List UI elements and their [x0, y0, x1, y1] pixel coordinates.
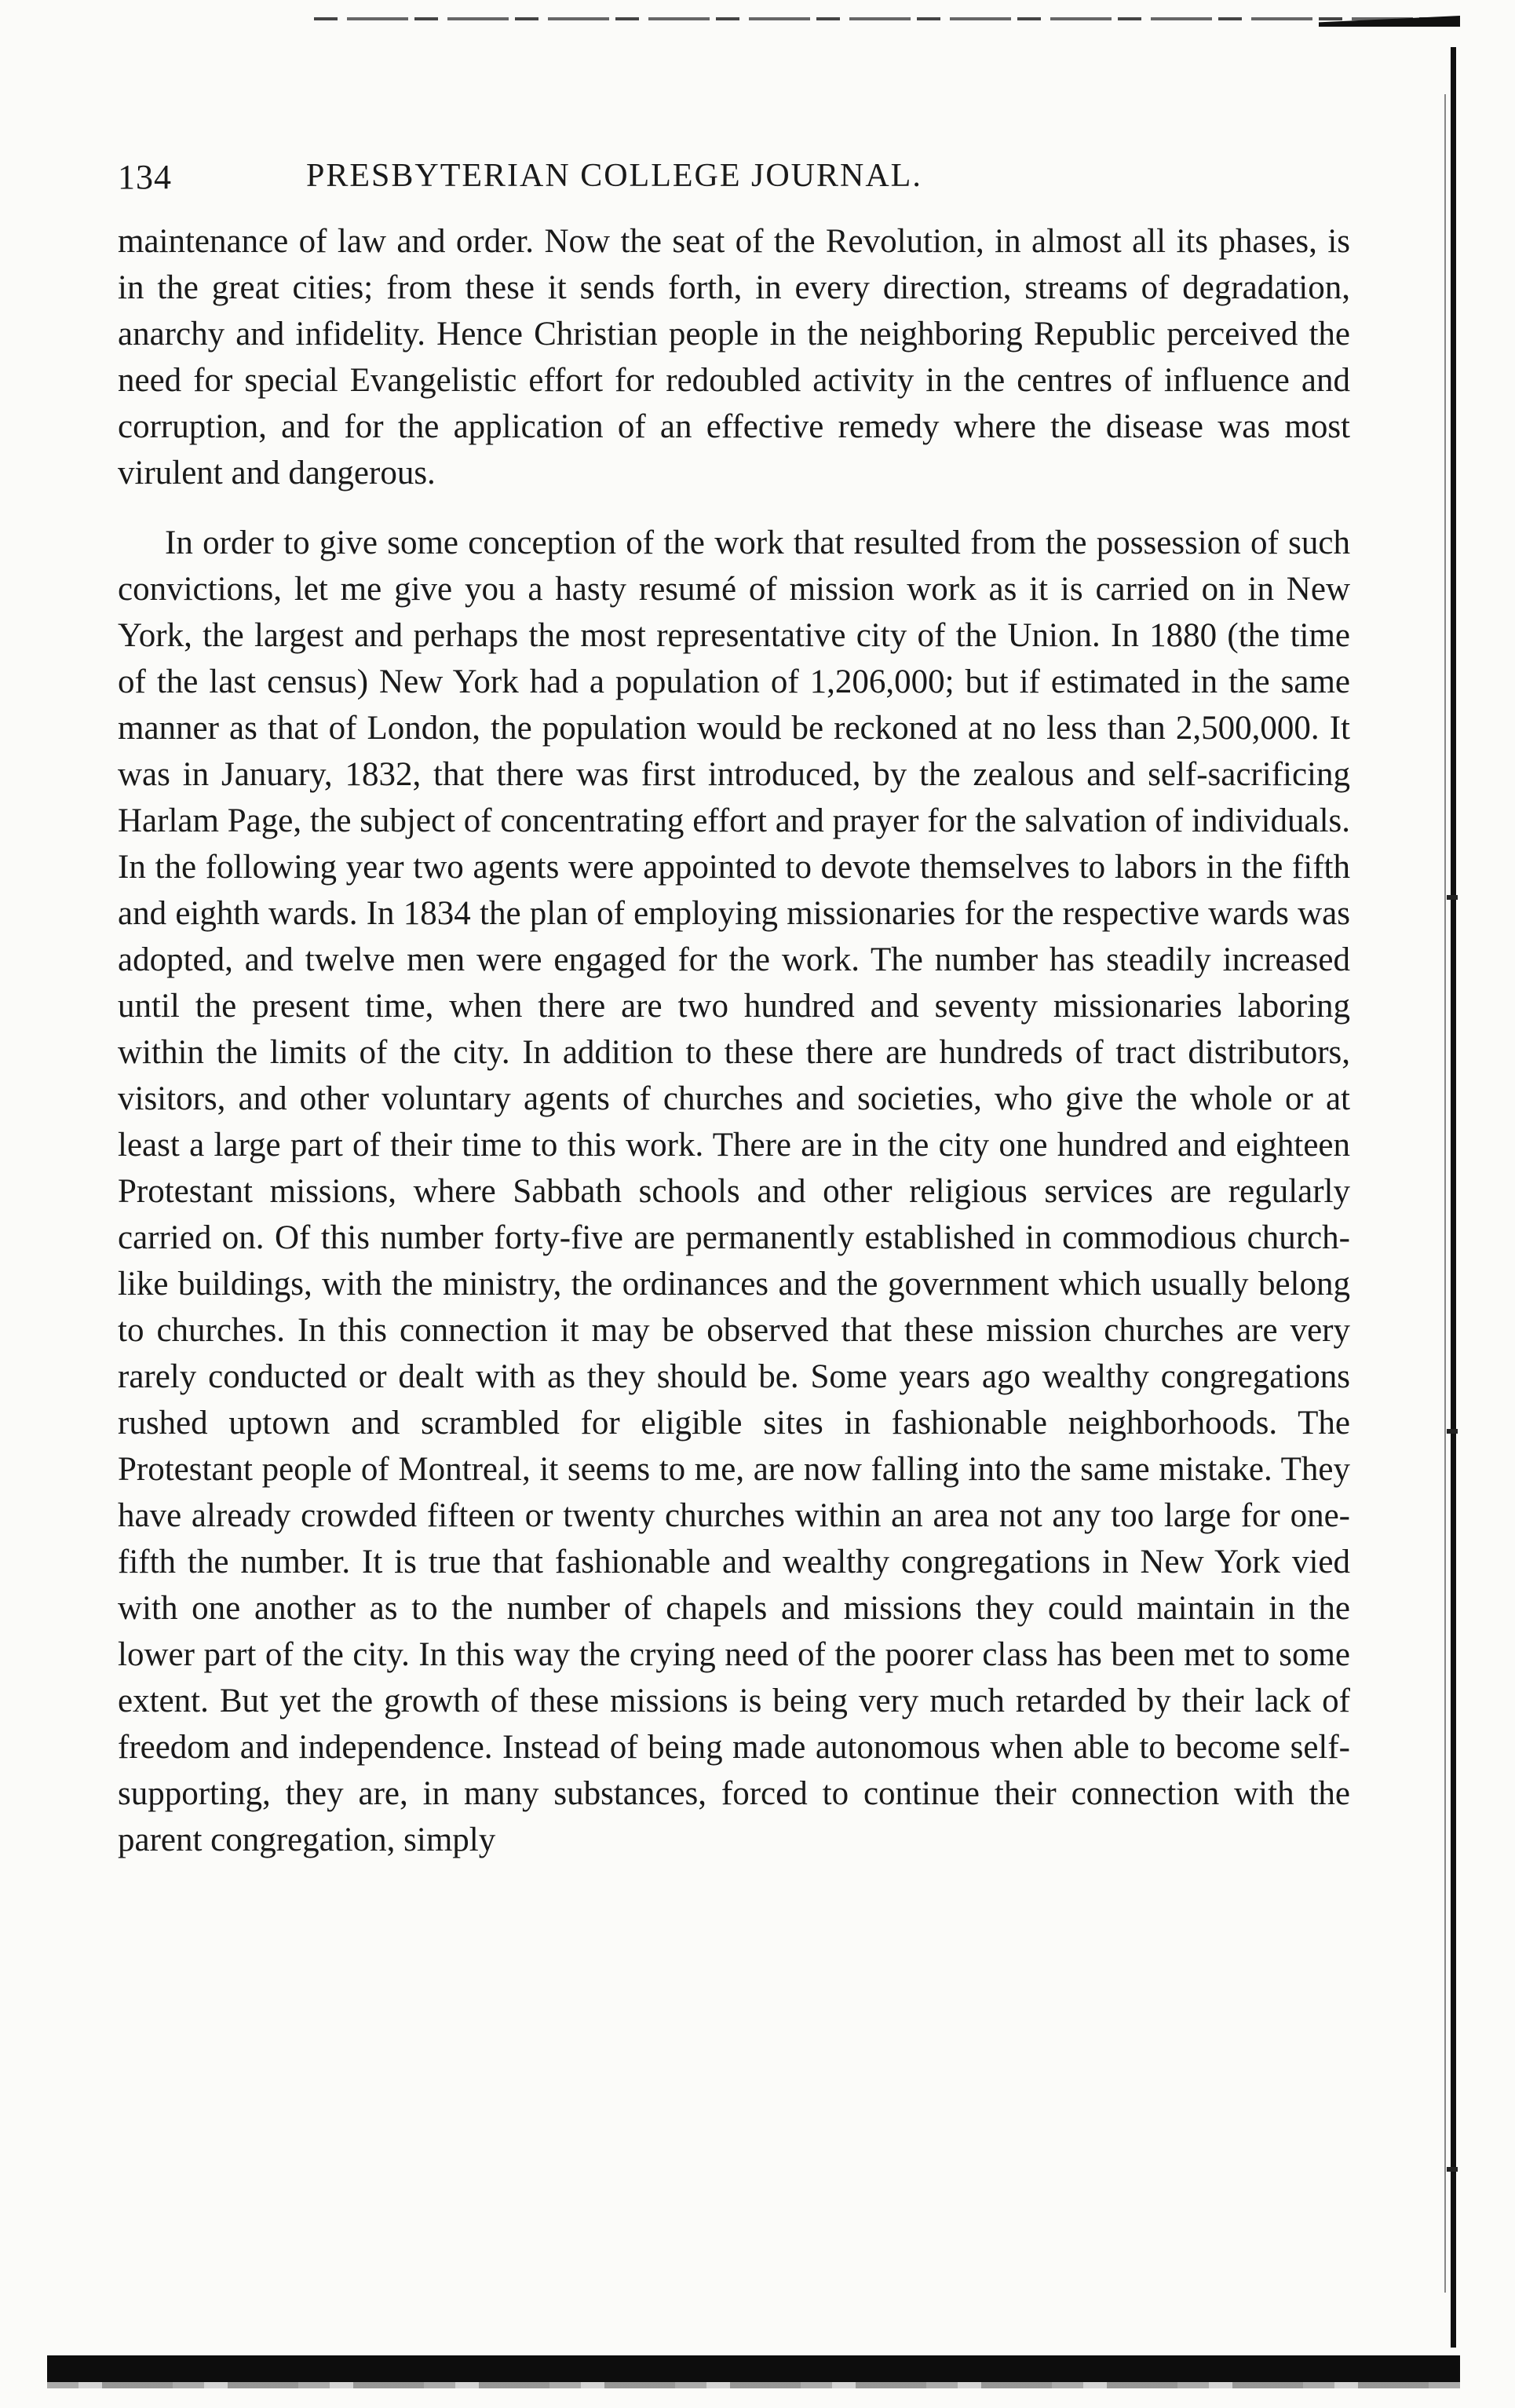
right-page-edge [1451, 47, 1456, 2348]
page-header [118, 157, 1397, 204]
right-page-edge-shadow [1444, 94, 1446, 2293]
bottom-border-texture [47, 2382, 1460, 2388]
page-number: 134 [118, 158, 172, 196]
edge-notch [1447, 1429, 1458, 1434]
body-text [118, 218, 1350, 1863]
running-title: PRESBYTERIAN COLLEGE JOURNAL. [306, 158, 922, 194]
bottom-border-rule [47, 2355, 1460, 2382]
top-border-rule [314, 17, 1452, 20]
paragraph: maintenance of law and order. Now the seat of the Revolution, in almost all its phases, is in the great cities; from these it sends forth, in every direction, streams of degradation, anarchy and infidelity. Hence Christian people in the neighboring Republic perceived the need for special Evangelistic effort for redoubled activity in the centres of influence and corruption, and for the application of an effective remedy where the disease was most virulent and dangerous. [118, 223, 1350, 491]
edge-notch [1447, 2167, 1458, 2172]
edge-notch [1447, 895, 1458, 900]
paragraph: In order to give some conception of the work that resulted from the possession of such convictions, let me give you a hasty resumé of mission work as it is carried on in New York, the largest and perhaps the most representative city of the Union. In 1880 (the time of the last census) New York had a population of 1,206,000; but if estimated in the same manner as that of London, the population would be reckoned at no less than 2,500,000. It was in January, 1832, that there was first introduced, by the zealous and self-sacrificing Harlam Page, the subject of concentrating effort and prayer for the salvation of individuals. In the following year two agents were appointed to devote themselves to labors in the fifth and eighth wards. In 1834 the plan of employing missionaries for the respective wards was adopted, and twelve men were engaged for the work. The number has steadily increased until the present time, when there are two hundred and seventy missionaries laboring within the limits of the city. In addition to these there are hundreds of tract distributors, visitors, and other voluntary agents of churches and societies, who give the whole or at least a large part of their time to this work. There are in the city one hundred and eighteen Protestant missions, where Sabbath schools and other religious services are regularly carried on. Of this number forty-five are permanently established in commodious church-like buildings, with the ministry, the ordinances and the government which usually belong to churches. In this connection it may be observed that these mission churches are very rarely conducted or dealt with as they should be. Some years ago wealthy congregations rushed uptown and scrambled for eligible sites in fashionable neighborhoods. The Protestant people of Montreal, it seems to me, are now falling into the same mistake. They have already crowded fifteen or twenty churches within an area not any too large for one-fifth the number. It is true that fashionable and wealthy congregations in New York vied with one another as to the number of chapels and missions they could maintain in the lower part of the city. In this way the crying need of the poorer class has been met to some extent. But yet the growth of these missions is being very much retarded by their lack of freedom and independence. Instead of being made autonomous when able to become self-supporting, they are, in many substances, forced to continue their connection with the parent congregation, simply [118, 524, 1350, 1858]
